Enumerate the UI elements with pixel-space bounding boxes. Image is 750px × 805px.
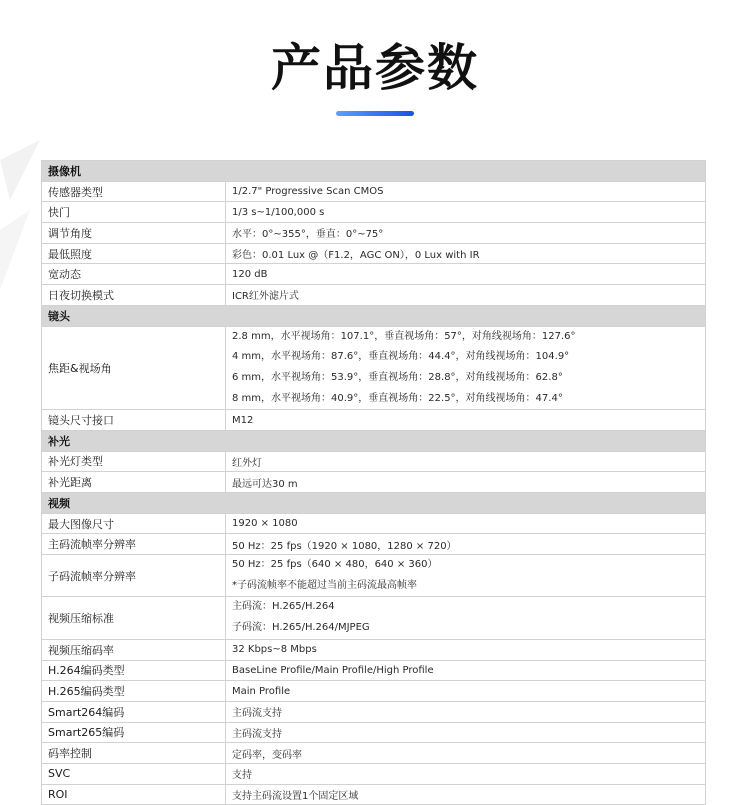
section-header-row [42, 493, 706, 514]
spec-value-cell [226, 597, 706, 639]
spec-row [42, 597, 706, 639]
spec-value-cell [226, 326, 706, 410]
section-header-row [42, 430, 706, 451]
spec-row [42, 784, 706, 805]
spec-row [42, 701, 706, 722]
spec-label: ROI [42, 784, 226, 805]
spec-row [42, 681, 706, 702]
spec-value-cell: M12 [226, 410, 706, 431]
spec-value-cell: 1920 × 1080 [226, 513, 706, 534]
spec-value-cell: 水平：0°~355°，垂直：0°~75° [226, 223, 706, 244]
spec-value-line: *子码流帧率不能超过当前主码流最高帧率 [232, 579, 417, 591]
spec-label: 主码流帧率分辨率 [42, 534, 226, 555]
spec-value-cell: 120 dB [226, 264, 706, 285]
section-title: 视频 [42, 493, 706, 514]
spec-label: Smart265编码 [42, 722, 226, 743]
spec-value-line: 8 mm，水平视场角：40.9°，垂直视场角：22.5°，对角线视场角：47.4° [232, 392, 563, 404]
section-title: 镜头 [42, 305, 706, 326]
spec-value-cell: 支持主码流设置1个固定区域 [226, 784, 706, 805]
spec-value-cell: 支持 [226, 763, 706, 784]
spec-label: 快门 [42, 202, 226, 223]
spec-value-cell: ICR红外滤片式 [226, 285, 706, 306]
spec-label: 宽动态 [42, 264, 226, 285]
spec-label: 码率控制 [42, 743, 226, 764]
spec-label: 日夜切换模式 [42, 285, 226, 306]
spec-row [42, 410, 706, 431]
spec-value-line: 主码流：H.265/H.264 [232, 601, 335, 613]
spec-row [42, 660, 706, 681]
spec-label: 视频压缩标准 [42, 597, 226, 639]
spec-row [42, 722, 706, 743]
spec-value-cell: Main Profile [226, 681, 706, 702]
spec-value-cell: 红外灯 [226, 451, 706, 472]
page-title: 产品参数 [271, 39, 479, 97]
spec-value-line: 6 mm，水平视场角：53.9°，垂直视场角：28.8°，对角线视场角：62.8° [232, 371, 563, 383]
spec-value-cell: 主码流支持 [226, 722, 706, 743]
spec-row [42, 264, 706, 285]
section-header-row [42, 161, 706, 182]
spec-label: H.264编码类型 [42, 660, 226, 681]
spec-value-cell: BaseLine Profile/Main Profile/High Profile [226, 660, 706, 681]
section-title: 摄像机 [42, 161, 706, 182]
spec-row [42, 534, 706, 555]
spec-value-cell: 定码率，变码率 [226, 743, 706, 764]
spec-label: 最大图像尺寸 [42, 513, 226, 534]
spec-value-cell: 1/3 s~1/100,000 s [226, 202, 706, 223]
spec-label: 焦距&视场角 [42, 326, 226, 410]
spec-value-cell [226, 555, 706, 597]
spec-row [42, 223, 706, 244]
spec-label: Smart264编码 [42, 701, 226, 722]
title-accent-bar [336, 111, 414, 116]
spec-value-line: 4 mm，水平视场角：87.6°，垂直视场角：44.4°，对角线视场角：104.9° [232, 351, 570, 363]
spec-value-line: 子码流：H.265/H.264/MJPEG [232, 622, 370, 634]
spec-value-cell: 彩色：0.01 Lux @（F1.2，AGC ON），0 Lux with IR [226, 243, 706, 264]
spec-label: 补光灯类型 [42, 451, 226, 472]
spec-row [42, 202, 706, 223]
spec-value-line: 50 Hz：25 fps（640 × 480，640 × 360） [232, 559, 438, 571]
spec-label: 子码流帧率分辨率 [42, 555, 226, 597]
spec-label: 传感器类型 [42, 181, 226, 202]
spec-value-cell: 主码流支持 [226, 701, 706, 722]
spec-label: H.265编码类型 [42, 681, 226, 702]
spec-row [42, 451, 706, 472]
spec-label: 最低照度 [42, 243, 226, 264]
spec-row [42, 326, 706, 410]
spec-label: SVC [42, 763, 226, 784]
spec-value-cell: 50 Hz：25 fps（1920 × 1080，1280 × 720） [226, 534, 706, 555]
spec-value-cell: 1/2.7" Progressive Scan CMOS [226, 181, 706, 202]
spec-row [42, 181, 706, 202]
spec-table [41, 160, 706, 805]
spec-row [42, 513, 706, 534]
spec-value-cell: 32 Kbps~8 Mbps [226, 639, 706, 660]
spec-value-cell: 最远可达30 m [226, 472, 706, 493]
spec-row [42, 639, 706, 660]
spec-row [42, 243, 706, 264]
spec-row [42, 555, 706, 597]
spec-row [42, 763, 706, 784]
spec-label: 镜头尺寸接口 [42, 410, 226, 431]
section-title: 补光 [42, 430, 706, 451]
spec-label: 视频压缩码率 [42, 639, 226, 660]
section-header-row [42, 305, 706, 326]
spec-label: 补光距离 [42, 472, 226, 493]
spec-row [42, 472, 706, 493]
spec-row [42, 285, 706, 306]
spec-row [42, 743, 706, 764]
spec-value-line: 2.8 mm，水平视场角：107.1°，垂直视场角：57°，对角线视场角：127.6° [232, 330, 576, 342]
spec-label: 调节角度 [42, 223, 226, 244]
